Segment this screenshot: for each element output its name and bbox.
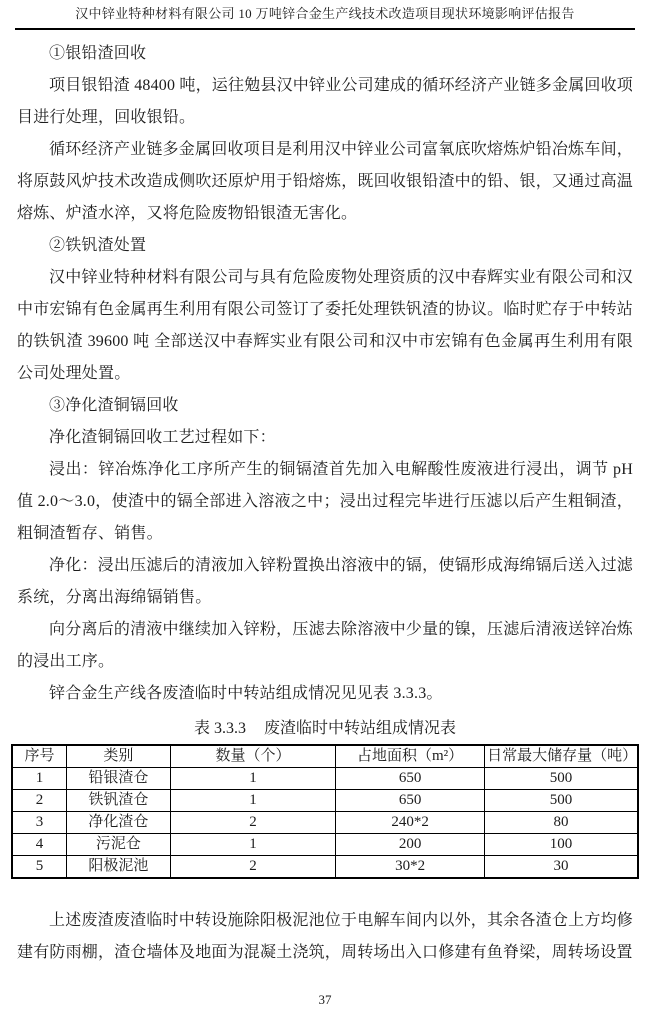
paragraph: 汉中锌业特种材料有限公司与具有危险废物处理资质的汉中春辉实业有限公司和汉中市宏锦有色金属再生利用有限公司签订了委托处理铁钒渣的协议。临时贮存于中转站的铁钒渣 39600 吨 全部送汉中春辉实业有限公司和汉中市宏锦有色金属再生利用有限公司处理处置。 (17, 269, 633, 382)
report-title: 汉中锌业特种材料有限公司 10 万吨锌合金生产线技术改造项目现状环境影响评估报告 (75, 6, 575, 21)
cell-index: 2 (12, 790, 66, 812)
paragraph: 向分离后的清液中继续加入锌粉，压滤去除溶液中少量的镍，压滤后清液送锌冶炼的浸出工序。 (17, 621, 633, 670)
cell-area: 30*2 (336, 856, 485, 879)
paragraph: 净化渣铜镉回收工艺过程如下： (49, 429, 276, 446)
table-caption (17, 716, 633, 742)
section-heading-1: ①银铅渣回收 (49, 45, 147, 62)
cell-quantity: 1 (170, 834, 335, 856)
cell-index: 3 (12, 812, 66, 834)
cell-category: 铅银渣仓 (66, 768, 170, 790)
cell-max-storage: 500 (485, 790, 638, 812)
cell-category: 污泥仓 (66, 834, 170, 856)
page-number: 37 (318, 992, 332, 1007)
cell-index: 5 (12, 856, 66, 879)
waste-transfer-station-table (11, 744, 639, 879)
cell-category: 铁钒渣仓 (66, 790, 170, 812)
cell-area: 650 (336, 768, 485, 790)
cell-index: 4 (12, 834, 66, 856)
page-content (0, 30, 650, 969)
table-row (12, 856, 638, 879)
paragraph: 循环经济产业链多金属回收项目是利用汉中锌业公司富氧底吹熔炼炉铅冶炼车间，将原鼓风炉技术改造成侧吹还原炉用于铅熔炼，既回收银铅渣中的铅、银，又通过高温熔炼、炉渣水淬，又将危险废物铅银渣无害化。 (17, 141, 633, 222)
page-footer (0, 992, 650, 1008)
cell-quantity: 1 (170, 768, 335, 790)
cell-index: 1 (12, 768, 66, 790)
col-header-category: 类别 (66, 745, 170, 768)
cell-category: 阳极泥池 (66, 856, 170, 879)
paragraph: 上述废渣废渣临时中转设施除阳极泥池位于电解车间内以外，其余各渣仓上方均修建有防雨棚，渣仓墙体及地面为混凝土浇筑，周转场出入口修建有鱼脊梁，周转场设置 (17, 912, 633, 961)
cell-max-storage: 100 (485, 834, 638, 856)
col-header-max-storage: 日常最大储存量（吨） (485, 745, 638, 768)
cell-area: 240*2 (336, 812, 485, 834)
cell-max-storage: 30 (485, 856, 638, 879)
cell-quantity: 1 (170, 790, 335, 812)
col-header-index: 序号 (12, 745, 66, 768)
table-caption-number: 表 3.3.3 (193, 720, 246, 737)
cell-quantity: 2 (170, 812, 335, 834)
cell-category: 净化渣仓 (66, 812, 170, 834)
paragraph: 浸出：锌冶炼净化工序所产生的铜镉渣首先加入电解酸性废液进行浸出，调节 pH 值 2.0～3.0，使渣中的镉全部进入溶液之中；浸出过程完毕进行压滤以后产生粗铜渣，粗铜渣暂存、销售。 (17, 461, 633, 542)
table-row (12, 834, 638, 856)
table-caption-title: 废渣临时中转站组成情况表 (264, 720, 457, 737)
col-header-area: 占地面积（m²） (336, 745, 485, 768)
paragraph: 锌合金生产线各废渣临时中转站组成情况见见表 3.3.3。 (49, 685, 443, 702)
table-row (12, 768, 638, 790)
cell-max-storage: 500 (485, 768, 638, 790)
table-row (12, 790, 638, 812)
cell-quantity: 2 (170, 856, 335, 879)
cell-area: 200 (336, 834, 485, 856)
table-header-row (12, 745, 638, 768)
section-heading-3: ③净化渣铜镉回收 (49, 397, 179, 414)
cell-area: 650 (336, 790, 485, 812)
cell-max-storage: 80 (485, 812, 638, 834)
paragraph: 净化：浸出压滤后的清液加入锌粉置换出溶液中的镉，使镉形成海绵镉后送入过滤系统，分离出海绵镉销售。 (17, 557, 633, 606)
paragraph: 项目银铅渣 48400 吨，运往勉县汉中锌业公司建成的循环经济产业链多金属回收项目进行处理，回收银铅。 (17, 77, 634, 126)
page-header (0, 0, 650, 25)
section-heading-2: ②铁钒渣处置 (49, 237, 147, 254)
table-row (12, 812, 638, 834)
col-header-quantity: 数量（个） (170, 745, 335, 768)
